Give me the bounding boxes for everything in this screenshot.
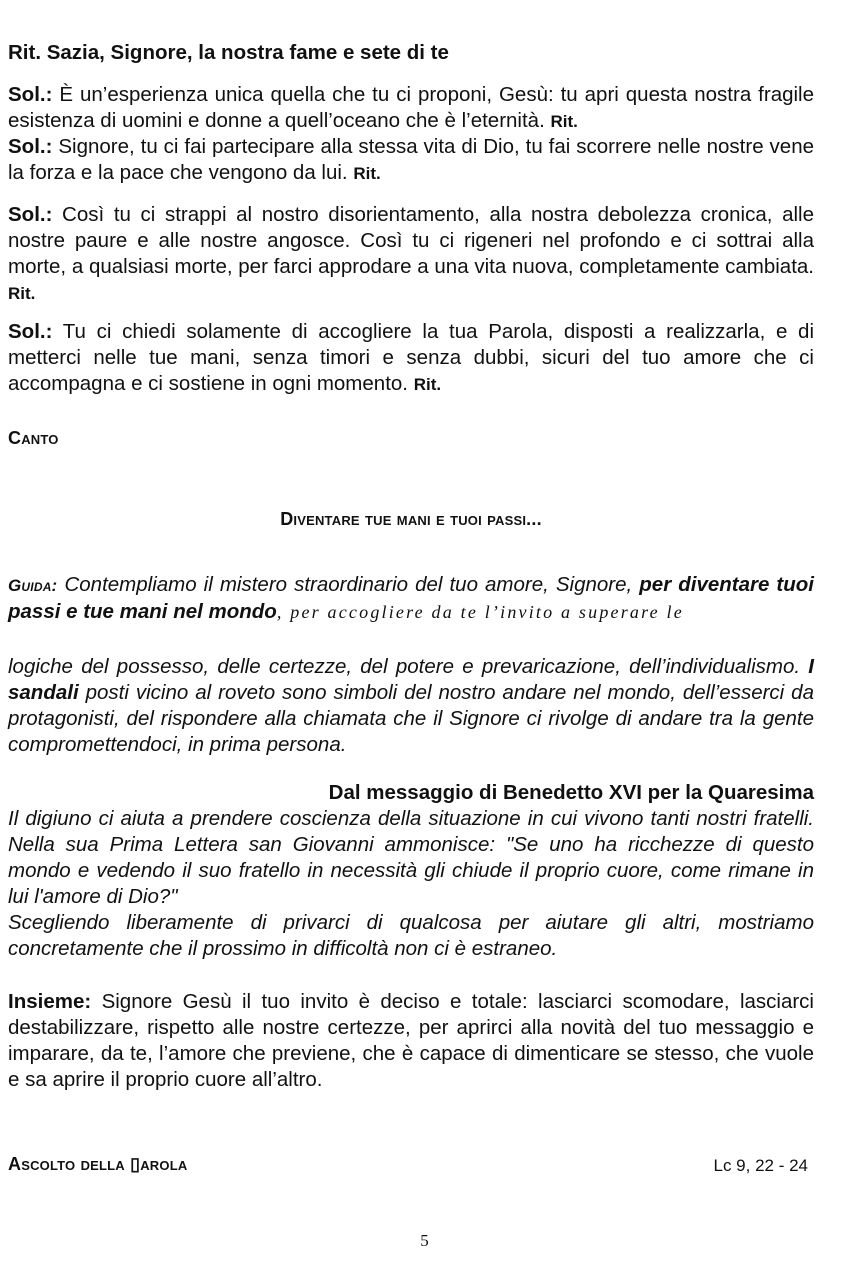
messaggio-paragraph-2: Scegliendo liberamente di privarci di qualcosa per aiutare gli altri, mostriamo concretamente che il prossimo in difficoltà non ci è estraneo.: [8, 911, 814, 960]
rit-marker: Rit.: [550, 112, 578, 131]
sol-paragraph-3: [8, 202, 814, 307]
sol-text: Così tu ci strappi al nostro disorientamento, alla nostra debolezza cronica, alle nostre paure e alle nostre angosce. Così tu ci rigeneri nel profondo e ci sottrai alla morte, a qualsiasi morte, per farci approdare a una vita nuova, completamente cambiata.: [8, 203, 814, 278]
guida-label: Guida:: [8, 576, 58, 595]
ritornello-label: Rit.: [8, 41, 42, 64]
guida-paragraph: [8, 572, 814, 625]
rit-marker: Rit.: [353, 164, 381, 183]
insieme-paragraph: [8, 989, 814, 1093]
canto-heading: Canto: [8, 428, 59, 448]
rit-marker: Rit.: [8, 284, 36, 303]
guida-text-4: posti vicino al roveto sono simboli del nostro andare nel mondo, dell’esserci da protagonisti, del rispondere alla chiamata che il Signore ci rivolge di andare tra la gente compromettendoci, in prima persona.: [8, 681, 814, 756]
ascolto-line: [8, 1154, 814, 1175]
guida-text-1: Contempliamo il mistero straordinario del tuo amore, Signore,: [64, 573, 633, 596]
sol-text: È un’esperienza unica quella che tu ci proponi, Gesù: tu apri questa nostra fragile esistenza di uomini e donne a quell’oceano che è l’eternità.: [8, 83, 815, 132]
section-title: Diventare tue mani e tuoi passi...: [280, 509, 542, 529]
insieme-label: Insieme:: [8, 990, 92, 1013]
rit-marker: Rit.: [413, 375, 442, 394]
ascolto-heading: Ascolto della ▯arola: [8, 1154, 188, 1174]
sol-label: Sol.:: [8, 203, 53, 226]
ritornello-line: [8, 40, 814, 66]
sol-paragraph-1: [8, 82, 814, 135]
guida-text-3: logiche del possesso, delle certezze, del potere e prevaricazione, dell’individualismo.: [8, 655, 801, 678]
sol-label: Sol.:: [8, 320, 53, 343]
page-number: 5: [420, 1231, 429, 1250]
insieme-text: Signore Gesù il tuo invito è deciso e totale: lasciarci scomodare, lasciarci destabilizzare, rispetto alle nostre certezze, per aprirci alla novità del tuo messaggio e imparare, da te, l’amore che previene, che è capace di dimenticare se stesso, che vuole e sa aprire il proprio cuore all’altro.: [8, 990, 814, 1091]
guida-text-2: , per accogliere da te l’invito a superare le: [276, 602, 684, 622]
sol-paragraph-4: [8, 319, 814, 398]
sol-text: Tu ci chiedi solamente di accogliere la tua Parola, disposti a realizzarla, e di metterci nelle tue mani, senza timori e senza dubbi, sicuri del tuo amore che ci accompagna e ci sostiene in ogni momento.: [8, 320, 815, 395]
sol-label: Sol.:: [8, 135, 53, 158]
guida-paragraph-cont: [8, 654, 814, 758]
guida-bold-2: I sandali: [8, 655, 814, 704]
scripture-reference: Lc 9, 22 - 24: [713, 1156, 808, 1175]
ritornello-text: Sazia, Signore, la nostra fame e sete di te: [46, 41, 449, 64]
messaggio-paragraph-1: Il digiuno ci aiuta a prendere coscienza della situazione in cui vivono tanti nostri fratelli. Nella sua Prima Lettera san Giovanni ammonisce: "Se uno ha ricchezze di questo mondo e vedendo il suo fratello in necessità gli chiude il proprio cuore, come rimane in lui l'amore di Dio?": [8, 807, 814, 908]
sol-paragraph-2: [8, 134, 814, 187]
sol-text: Signore, tu ci fai partecipare alla stessa vita di Dio, tu fai scorrere nelle nostre vene la forza e la pace che vengono da lui.: [8, 135, 814, 184]
sol-label: Sol.:: [8, 83, 53, 106]
guida-bold-1: per diventare tuoi passi e tue mani nel mondo: [8, 573, 814, 623]
messaggio-title: Dal messaggio di Benedetto XVI per la Quaresima: [328, 781, 814, 804]
